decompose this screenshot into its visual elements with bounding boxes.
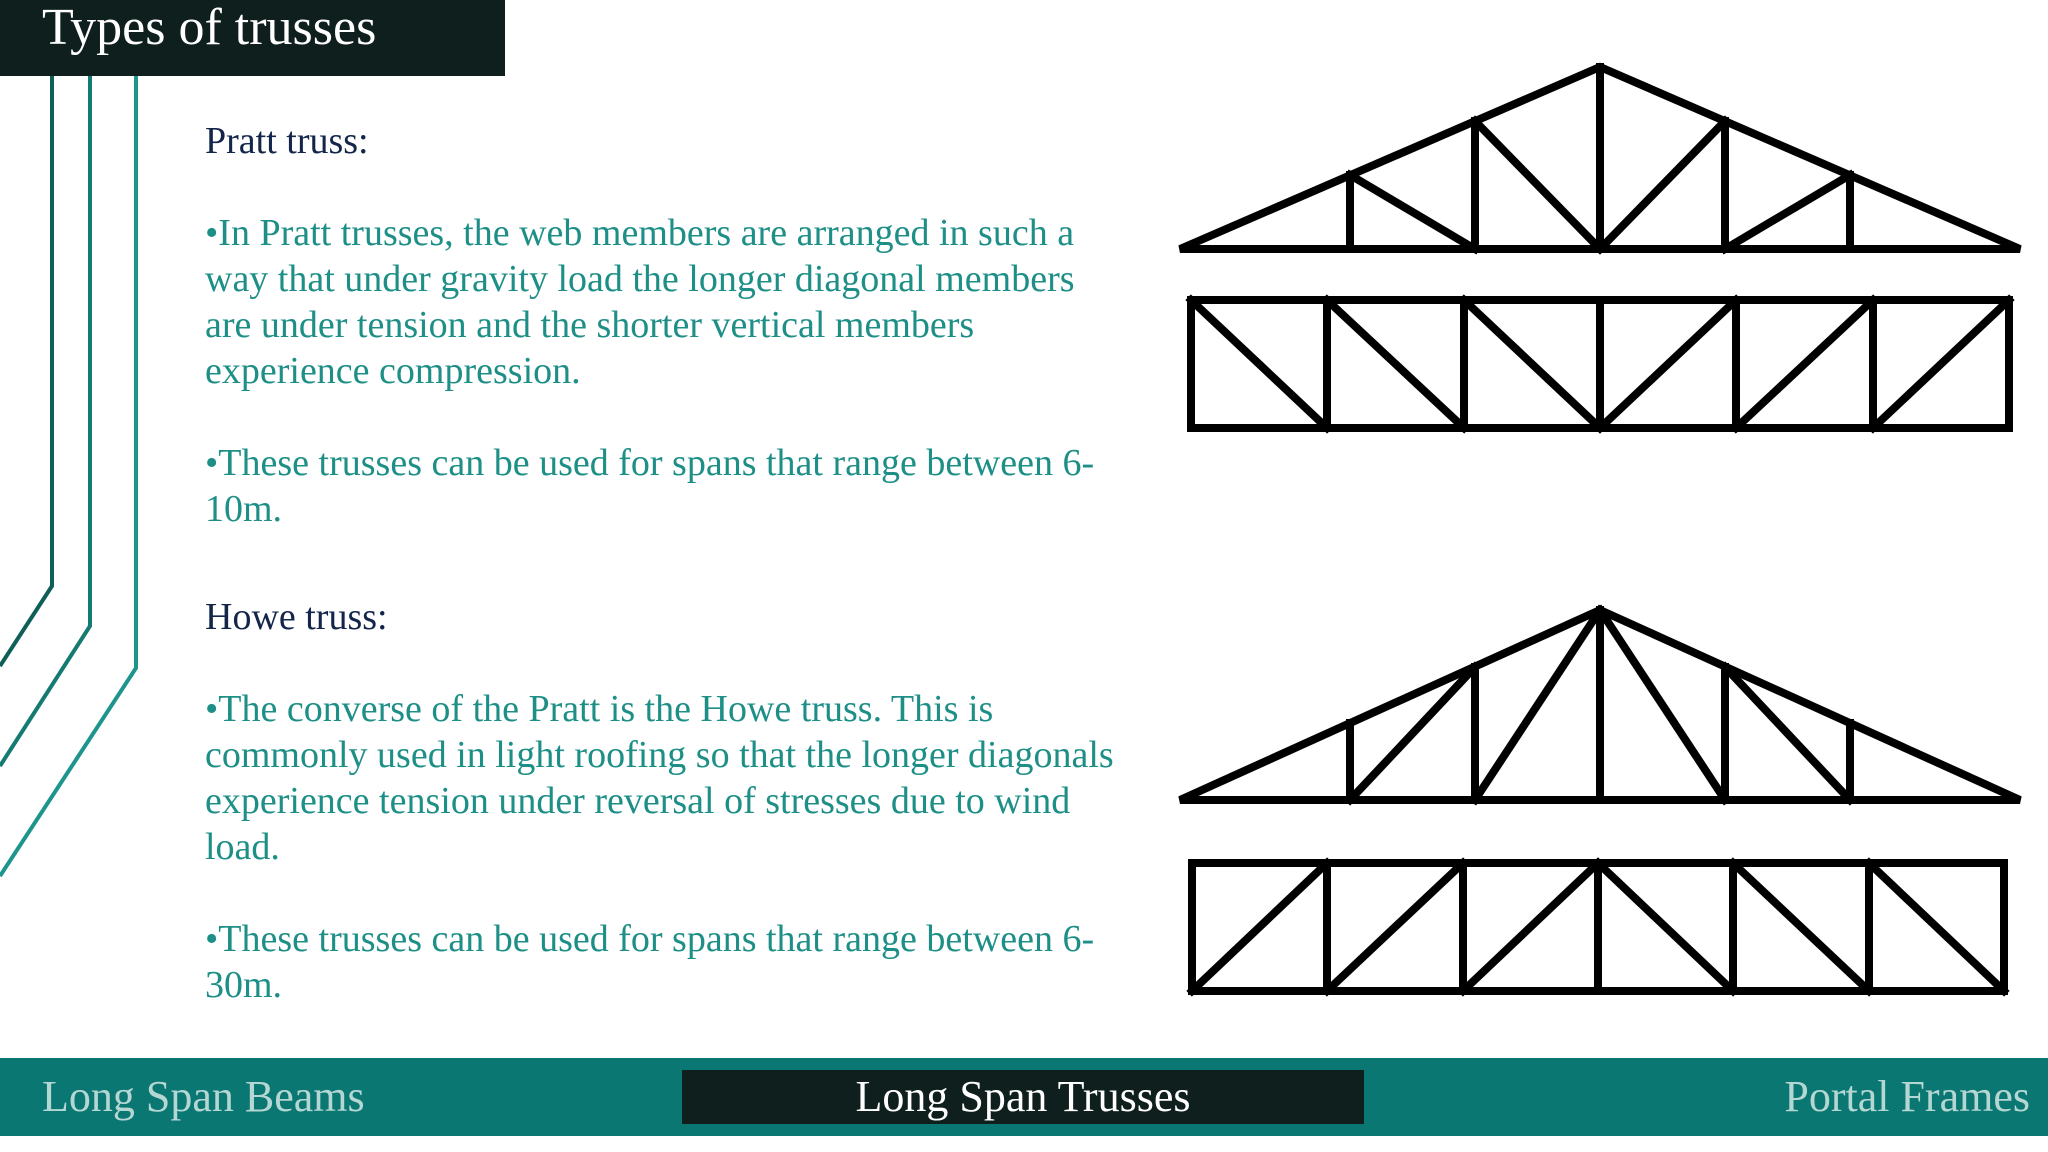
pratt-roof-truss-diagram: [1180, 67, 2020, 249]
nav-long-span-trusses-label: Long Span Trusses: [855, 1072, 1191, 1121]
deco-line-3: [0, 76, 136, 876]
pratt-flat-truss-diagram: [1191, 300, 2009, 428]
deco-line-1: [0, 76, 52, 666]
content-column: [205, 118, 1125, 1008]
truss-diagrams: [1170, 60, 2030, 1010]
pratt-bullet-1: •In Pratt trusses, the web members are arranged in such a way that under gravity load the longer diagonal members are under tension and the shorter vertical members experience compression.: [205, 212, 1075, 392]
slide-title: Types of trusses: [42, 0, 377, 56]
nav-portal-frames[interactable]: Portal Frames: [1784, 1072, 2030, 1121]
decorative-lines: [0, 76, 160, 896]
nav-long-span-beams[interactable]: Long Span Beams: [42, 1072, 365, 1121]
howe-bullet-2: •These trusses can be used for spans that range between 6-30m.: [205, 918, 1095, 1006]
pratt-heading: Pratt truss:: [205, 120, 369, 162]
howe-roof-truss-diagram: [1180, 610, 2020, 800]
howe-heading: Howe truss:: [205, 596, 388, 638]
nav-long-span-trusses[interactable]: [682, 1070, 1364, 1124]
pratt-bullet-2: •These trusses can be used for spans that range between 6-10m.: [205, 442, 1095, 530]
title-bar: [0, 0, 505, 76]
bottom-navigation-bar: [0, 1058, 2048, 1136]
howe-bullet-1: •The converse of the Pratt is the Howe truss. This is commonly used in light roofing so that the longer diagonals experience tension under reversal of stresses due to wind load.: [205, 688, 1114, 868]
deco-line-2: [0, 76, 90, 766]
howe-flat-truss-diagram: [1192, 863, 2004, 991]
